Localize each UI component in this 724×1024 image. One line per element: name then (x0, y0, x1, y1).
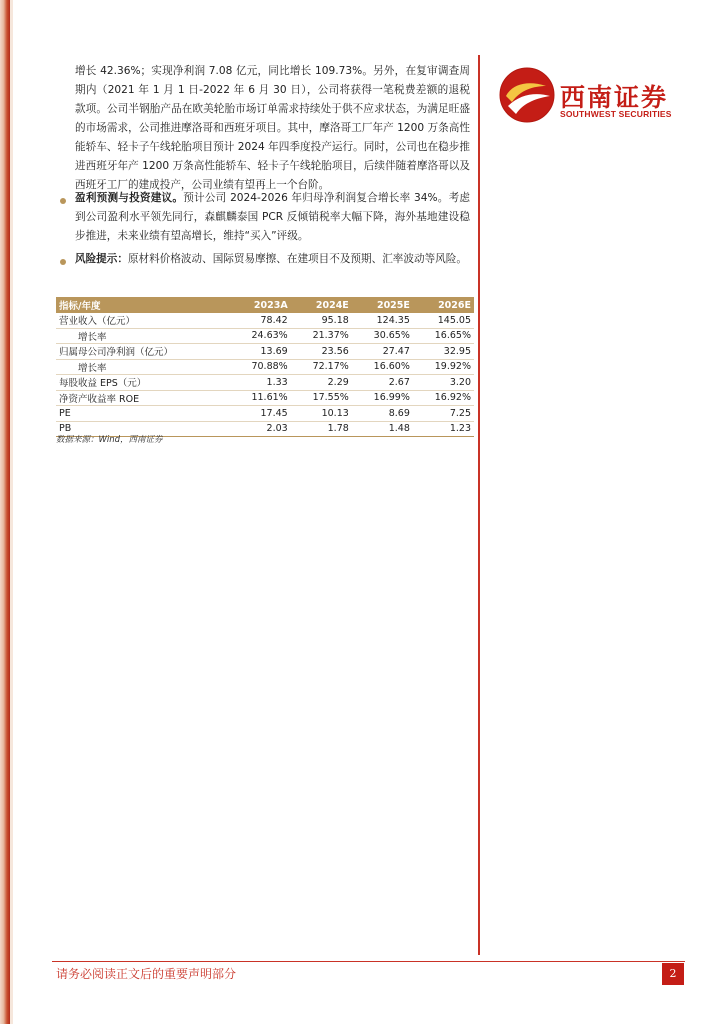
company-logo (498, 62, 688, 126)
table-body (56, 313, 474, 437)
table-row (56, 313, 474, 328)
table-header-cell: 2026E (413, 297, 474, 313)
table-cell: 21.37% (291, 328, 352, 344)
table-cell: 17.45 (230, 406, 291, 422)
logo-mark-icon (498, 66, 556, 124)
table-cell: 13.69 (230, 344, 291, 360)
table-row-label: 营业收入（亿元） (56, 313, 230, 328)
table-row-label: 增长率 (56, 328, 230, 344)
table-cell: 3.20 (413, 375, 474, 391)
page-number: 2 (662, 963, 684, 985)
table-row (56, 344, 474, 360)
table-cell: 1.78 (291, 421, 352, 437)
table-cell: 72.17% (291, 359, 352, 375)
logo-english-name: SOUTHWEST SECURITIES (560, 109, 672, 119)
body-paragraph: 增长 42.36%；实现净利润 7.08 亿元，同比增长 109.73%。另外，在复审调查周期内（2021 年 1 月 1 日-2022 年 6 月 30 日），公司将获得一笔税费差额的退税款项。公司半钢胎产品在欧美轮胎市场订单需求持续处于供不应求状态，为满足旺盛的市场需求，公司推进摩洛哥和西班牙项目。其中，摩洛哥工厂年产 1200 万条高性能轿车、轻卡子午线轮胎项目预计 2024 年四季度投产运行。同时，公司也在稳步推进西班牙年产 1200 万条高性能轿车、轻卡子午线轮胎项目，后续伴随着摩洛哥以及西班牙工厂的建成投产，公司业绩有望再上一个台阶。 (75, 65, 470, 191)
left-decor-strip-light (10, 0, 13, 1024)
table-cell: 1.33 (230, 375, 291, 391)
table-cell: 1.23 (413, 421, 474, 437)
table-cell: 124.35 (352, 313, 413, 328)
table-cell: 2.29 (291, 375, 352, 391)
table-header-row (56, 297, 474, 313)
table-cell: 145.05 (413, 313, 474, 328)
table-cell: 16.99% (352, 390, 413, 406)
table-cell: 70.88% (230, 359, 291, 375)
right-divider-line (478, 55, 480, 955)
table-cell: 19.92% (413, 359, 474, 375)
table-cell: 7.25 (413, 406, 474, 422)
table-cell: 16.65% (413, 328, 474, 344)
footer-disclaimer: 请务必阅读正文后的重要声明部分 (56, 967, 237, 981)
table-cell: 16.92% (413, 390, 474, 406)
table-row-label: 每股收益 EPS（元） (56, 375, 230, 391)
table-cell: 95.18 (291, 313, 352, 328)
table-cell: 2.03 (230, 421, 291, 437)
footer-divider (52, 961, 685, 962)
table-cell: 24.63% (230, 328, 291, 344)
table-row (56, 406, 474, 422)
logo-chinese-name: 西南证券 (560, 83, 669, 112)
table-header-cell: 2025E (352, 297, 413, 313)
table-header-cell: 指标/年度 (56, 297, 230, 313)
table-row (56, 375, 474, 391)
data-source-note: 数据来源：Wind，西南证券 (56, 435, 163, 445)
table-row-label: 净资产收益率 ROE (56, 390, 230, 406)
financial-forecast-table (56, 297, 474, 437)
table-row-label: 归属母公司净利润（亿元） (56, 344, 230, 360)
risk-bullet (75, 250, 470, 269)
table-cell: 1.48 (352, 421, 413, 437)
risk-bullet-text: 原材料价格波动、国际贸易摩擦、在建项目不及预期、汇率波动等风险。 (127, 253, 467, 265)
table-cell: 30.65% (352, 328, 413, 344)
table-header-cell: 2024E (291, 297, 352, 313)
table-cell: 8.69 (352, 406, 413, 422)
table-header-cell: 2023A (230, 297, 291, 313)
table-cell: 23.56 (291, 344, 352, 360)
table-row-label: 增长率 (56, 359, 230, 375)
table-cell: 11.61% (230, 390, 291, 406)
forecast-bullet-text: 预计公司 2024-2026 年归母净利润复合增长率 34%。考虑到公司盈利水平领先同行，森麒麟泰国 PCR 反倾销税率大幅下降，海外基地建设稳步推进，未来业绩有望高增长，维持“买入”评级。 (75, 192, 471, 242)
table-row (56, 359, 474, 375)
table-cell: 17.55% (291, 390, 352, 406)
table-cell: 32.95 (413, 344, 474, 360)
bullet-dot (60, 198, 66, 204)
left-decor-strip (0, 0, 10, 1024)
forecast-bullet (75, 189, 470, 246)
table-cell: 78.42 (230, 313, 291, 328)
forecast-bullet-title: 盈利预测与投资建议。 (75, 192, 184, 204)
table-cell: 16.60% (352, 359, 413, 375)
table-row-label: PB (56, 421, 230, 437)
table-cell: 10.13 (291, 406, 352, 422)
table-row (56, 328, 474, 344)
table-row (56, 390, 474, 406)
table-cell: 2.67 (352, 375, 413, 391)
risk-bullet-title: 风险提示： (75, 253, 128, 265)
bullet-dot (60, 259, 66, 265)
table-cell: 27.47 (352, 344, 413, 360)
table-row-label: PE (56, 406, 230, 422)
